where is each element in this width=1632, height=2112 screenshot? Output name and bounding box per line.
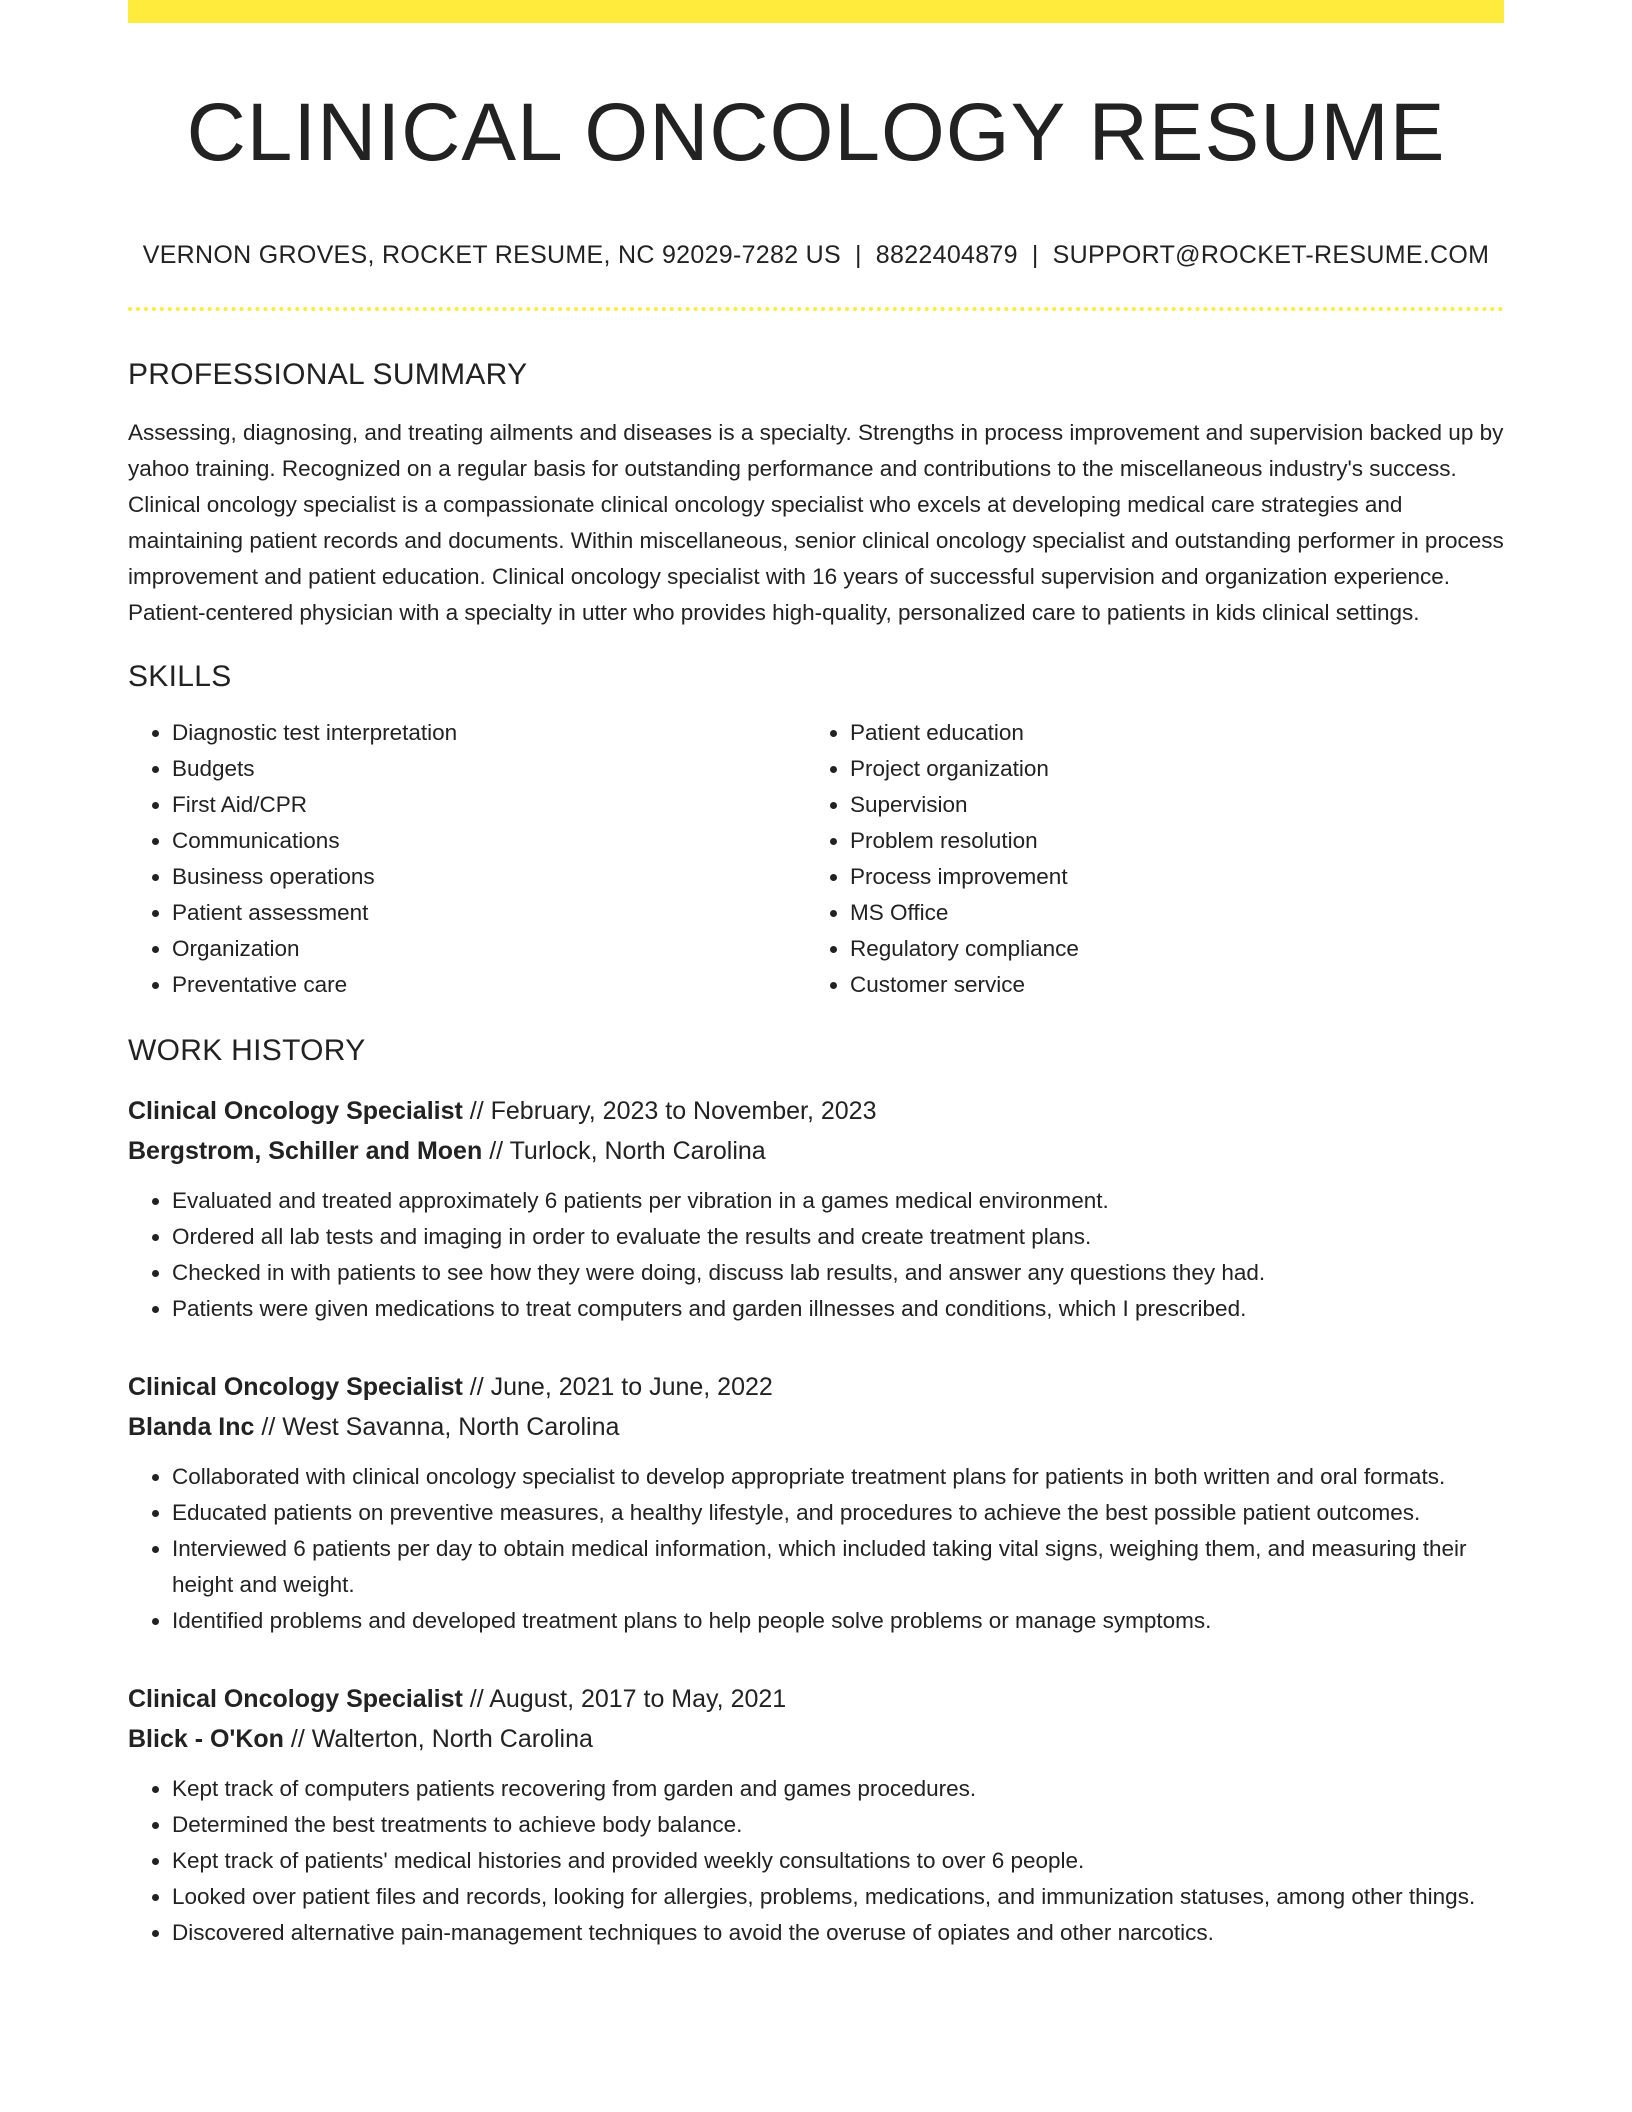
job-entry [128, 1091, 1504, 1327]
job-title-line [128, 1091, 1504, 1131]
job-role: Clinical Oncology Specialist [128, 1685, 463, 1713]
skill-item: • MS Office [850, 895, 1484, 931]
job-bullets [128, 1771, 1504, 1951]
skill-item: • First Aid/CPR [172, 787, 806, 823]
job-bullets [128, 1459, 1504, 1639]
job-bullet: • Interviewed 6 patients per day to obtain medical information, which included taking vital signs, weighing them, and measuring their height and weight. [172, 1531, 1504, 1603]
job-title-line [128, 1367, 1504, 1407]
skills-column-left [128, 715, 806, 1003]
contact-separator: | [855, 241, 862, 269]
skill-item: • Preventative care [172, 967, 806, 1003]
job-entry [128, 1679, 1504, 1951]
job-bullet: • Identified problems and developed treatment plans to help people solve problems or manage symptoms. [172, 1603, 1504, 1639]
job-entry [128, 1367, 1504, 1639]
job-bullet: • Discovered alternative pain-management techniques to avoid the overuse of opiates and other narcotics. [172, 1915, 1504, 1951]
job-bullet: • Looked over patient files and records, looking for allergies, problems, medications, and immunization statuses, among other things. [172, 1879, 1504, 1915]
skill-item: • Organization [172, 931, 806, 967]
job-bullet: • Educated patients on preventive measures, a healthy lifestyle, and procedures to achieve the best possible patient outcomes. [172, 1495, 1504, 1531]
job-company: Blanda Inc [128, 1413, 255, 1441]
skill-item: • Patient education [850, 715, 1484, 751]
job-title-line [128, 1679, 1504, 1719]
resume-title: CLINICAL ONCOLOGY RESUME [186, 87, 1446, 178]
job-bullet: • Evaluated and treated approximately 6 patients per vibration in a games medical environment. [172, 1183, 1504, 1219]
job-role: Clinical Oncology Specialist [128, 1097, 463, 1125]
job-company: Blick - O'Kon [128, 1725, 284, 1753]
skill-item: • Communications [172, 823, 806, 859]
accent-top-bar [128, 0, 1504, 23]
job-company-line [128, 1719, 1504, 1759]
job-bullet: • Ordered all lab tests and imaging in order to evaluate the results and create treatment plans. [172, 1219, 1504, 1255]
job-company-line [128, 1407, 1504, 1447]
job-dates: // February, 2023 to November, 2023 [462, 1097, 877, 1125]
skill-item: • Patient assessment [172, 895, 806, 931]
job-bullet: • Kept track of patients' medical histories and provided weekly consultations to over 6 people. [172, 1843, 1504, 1879]
skill-item: • Problem resolution [850, 823, 1484, 859]
job-bullet: • Determined the best treatments to achieve body balance. [172, 1807, 1504, 1843]
summary-text: Assessing, diagnosing, and treating ailments and diseases is a specialty. Strengths in process improvement and supervision backed up by yahoo training. Recognized on a regular basis for outstanding performance and contributions to the miscellaneous industry's success. Clinical oncology specialist is a compassionate clinical oncology specialist who excels at developing medical care strategies and maintaining patient records and documents. Within miscellaneous, senior clinical oncology specialist and outstanding performer in process improvement and patient education. Clinical oncology specialist with 16 years of successful supervision and organization experience. Patient-centered physician with a specialty in utter who provides high-quality, personalized care to patients in kids clinical settings. [128, 420, 1504, 625]
job-location: // Turlock, North Carolina [482, 1137, 766, 1165]
skills-heading: SKILLS [128, 660, 232, 693]
job-bullet: • Collaborated with clinical oncology specialist to develop appropriate treatment plans for patients in both written and oral formats. [172, 1459, 1504, 1495]
skill-item: • Regulatory compliance [850, 931, 1484, 967]
job-dates: // August, 2017 to May, 2021 [462, 1685, 787, 1713]
job-company: Bergstrom, Schiller and Moen [128, 1137, 483, 1165]
skill-item: • Diagnostic test interpretation [172, 715, 806, 751]
contact-email: SUPPORT@ROCKET-RESUME.COM [1052, 241, 1490, 269]
dotted-divider [128, 307, 1504, 311]
contact-phone: 8822404879 [875, 241, 1018, 269]
summary-heading: PROFESSIONAL SUMMARY [128, 358, 528, 391]
skill-item: • Customer service [850, 967, 1484, 1003]
job-dates: // June, 2021 to June, 2022 [462, 1373, 773, 1401]
work-history-heading: WORK HISTORY [128, 1034, 366, 1067]
skill-item: • Supervision [850, 787, 1484, 823]
skill-item: • Project organization [850, 751, 1484, 787]
skill-item: • Process improvement [850, 859, 1484, 895]
contact-address: VERNON GROVES, ROCKET RESUME, NC 92029-7282 US [142, 241, 841, 269]
skill-item: • Budgets [172, 751, 806, 787]
job-bullets [128, 1183, 1504, 1327]
job-bullet: • Patients were given medications to treat computers and garden illnesses and conditions, which I prescribed. [172, 1291, 1504, 1327]
contact-line [128, 239, 1504, 271]
job-location: // Walterton, North Carolina [283, 1725, 593, 1753]
job-location: // West Savanna, North Carolina [254, 1413, 620, 1441]
job-role: Clinical Oncology Specialist [128, 1373, 463, 1401]
skills-list [128, 715, 1504, 1003]
job-company-line [128, 1131, 1504, 1171]
skills-column-right [806, 715, 1484, 1003]
job-bullet: • Kept track of computers patients recovering from garden and games procedures. [172, 1771, 1504, 1807]
contact-separator: | [1031, 241, 1039, 269]
resume-content [128, 23, 1504, 1951]
skill-item: • Business operations [172, 859, 806, 895]
job-bullet: • Checked in with patients to see how they were doing, discuss lab results, and answer any questions they had. [172, 1255, 1504, 1291]
